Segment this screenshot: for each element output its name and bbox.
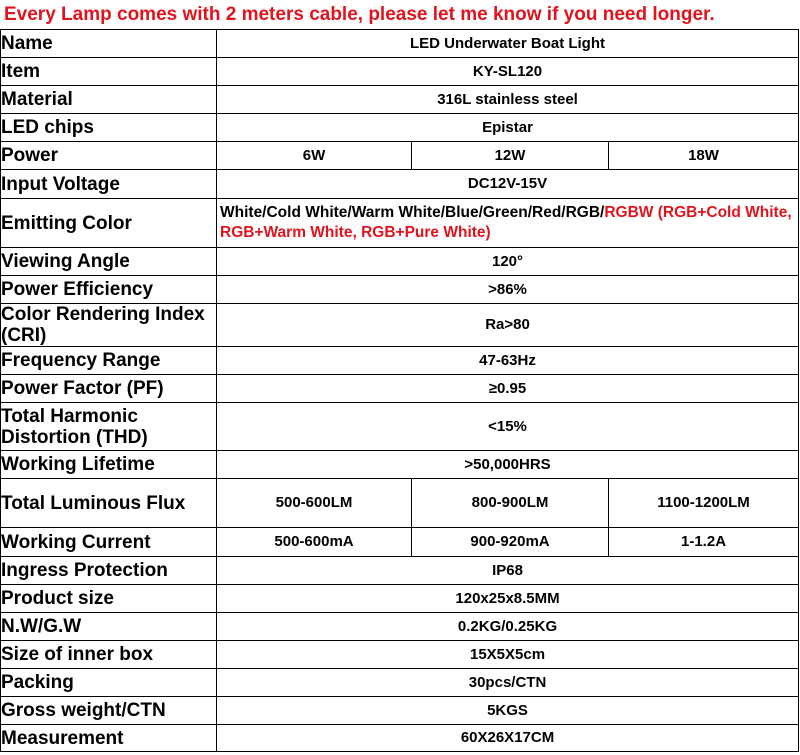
- row-label-working-lifetime: Working Lifetime: [1, 451, 217, 479]
- row-label-measurement: Measurement: [1, 725, 217, 752]
- value-measurement: 60X26X17CM: [217, 725, 799, 752]
- row-label-led-chips: LED chips: [1, 114, 217, 142]
- table-row: [1, 58, 799, 86]
- value-thd: <15%: [217, 403, 799, 451]
- row-label-cri: Color Rendering Index (CRI): [1, 304, 217, 347]
- table-row: [1, 248, 799, 276]
- value-led-chips: Epistar: [217, 114, 799, 142]
- table-row: [1, 725, 799, 752]
- row-label-weight: N.W/G.W: [1, 613, 217, 641]
- table-row: [1, 585, 799, 613]
- value-luminous-flux-1: 500-600LM: [217, 479, 412, 528]
- cable-notice-banner: Every Lamp comes with 2 meters cable, please let me know if you need longer.: [4, 4, 715, 25]
- value-frequency-range: 47-63Hz: [217, 347, 799, 375]
- value-working-current-3: 1-1.2A: [609, 528, 799, 557]
- table-row: [1, 613, 799, 641]
- row-label-emitting-color: Emitting Color: [1, 199, 217, 248]
- table-row: [1, 669, 799, 697]
- emitting-color-rgbw: RGBW (RGB+Cold White, RGB+Warm White, RGB+Pure White): [220, 204, 792, 241]
- value-material: 316L stainless steel: [217, 86, 799, 114]
- value-luminous-flux-2: 800-900LM: [412, 479, 609, 528]
- row-label-viewing-angle: Viewing Angle: [1, 248, 217, 276]
- value-viewing-angle: 120°: [217, 248, 799, 276]
- value-power-3: 18W: [609, 142, 799, 170]
- table-row: [1, 451, 799, 479]
- value-name: LED Underwater Boat Light: [217, 30, 799, 58]
- value-inner-box: 15X5X5cm: [217, 641, 799, 669]
- table-row: [1, 114, 799, 142]
- table-row: [1, 170, 799, 199]
- value-working-current-2: 900-920mA: [412, 528, 609, 557]
- table-row: [1, 697, 799, 725]
- table-row: [1, 276, 799, 304]
- value-luminous-flux-3: 1100-1200LM: [609, 479, 799, 528]
- table-row: [1, 528, 799, 557]
- value-emitting-color: [217, 199, 799, 248]
- value-working-lifetime: >50,000HRS: [217, 451, 799, 479]
- table-row: [1, 403, 799, 451]
- value-input-voltage: DC12V-15V: [217, 170, 799, 199]
- row-label-inner-box: Size of inner box: [1, 641, 217, 669]
- emitting-color-standard: White/Cold White/Warm White/Blue/Green/Red/RGB/: [220, 204, 605, 221]
- value-power-1: 6W: [217, 142, 412, 170]
- table-row: [1, 641, 799, 669]
- row-label-frequency-range: Frequency Range: [1, 347, 217, 375]
- value-ingress-protection: IP68: [217, 557, 799, 585]
- row-label-power-efficiency: Power Efficiency: [1, 276, 217, 304]
- row-label-name: Name: [1, 30, 217, 58]
- table-row: [1, 30, 799, 58]
- table-row: [1, 347, 799, 375]
- row-label-thd: Total Harmonic Distortion (THD): [1, 403, 217, 451]
- table-row: [1, 479, 799, 528]
- table-row: [1, 199, 799, 248]
- table-row: [1, 86, 799, 114]
- row-label-gross-weight: Gross weight/CTN: [1, 697, 217, 725]
- value-power-efficiency: >86%: [217, 276, 799, 304]
- row-label-material: Material: [1, 86, 217, 114]
- value-power-2: 12W: [412, 142, 609, 170]
- row-label-packing: Packing: [1, 669, 217, 697]
- value-gross-weight: 5KGS: [217, 697, 799, 725]
- value-working-current-1: 500-600mA: [217, 528, 412, 557]
- row-label-power: Power: [1, 142, 217, 170]
- row-label-ingress-protection: Ingress Protection: [1, 557, 217, 585]
- value-power-factor: ≥0.95: [217, 375, 799, 403]
- value-cri: Ra>80: [217, 304, 799, 347]
- value-product-size: 120x25x8.5MM: [217, 585, 799, 613]
- row-label-item: Item: [1, 58, 217, 86]
- value-weight: 0.2KG/0.25KG: [217, 613, 799, 641]
- value-packing: 30pcs/CTN: [217, 669, 799, 697]
- row-label-luminous-flux: Total Luminous Flux: [1, 479, 217, 528]
- row-label-working-current: Working Current: [1, 528, 217, 557]
- table-row: [1, 375, 799, 403]
- table-row: [1, 142, 799, 170]
- value-item: KY-SL120: [217, 58, 799, 86]
- table-row: [1, 557, 799, 585]
- row-label-input-voltage: Input Voltage: [1, 170, 217, 199]
- row-label-product-size: Product size: [1, 585, 217, 613]
- table-row: [1, 304, 799, 347]
- row-label-power-factor: Power Factor (PF): [1, 375, 217, 403]
- spec-table: [0, 29, 799, 752]
